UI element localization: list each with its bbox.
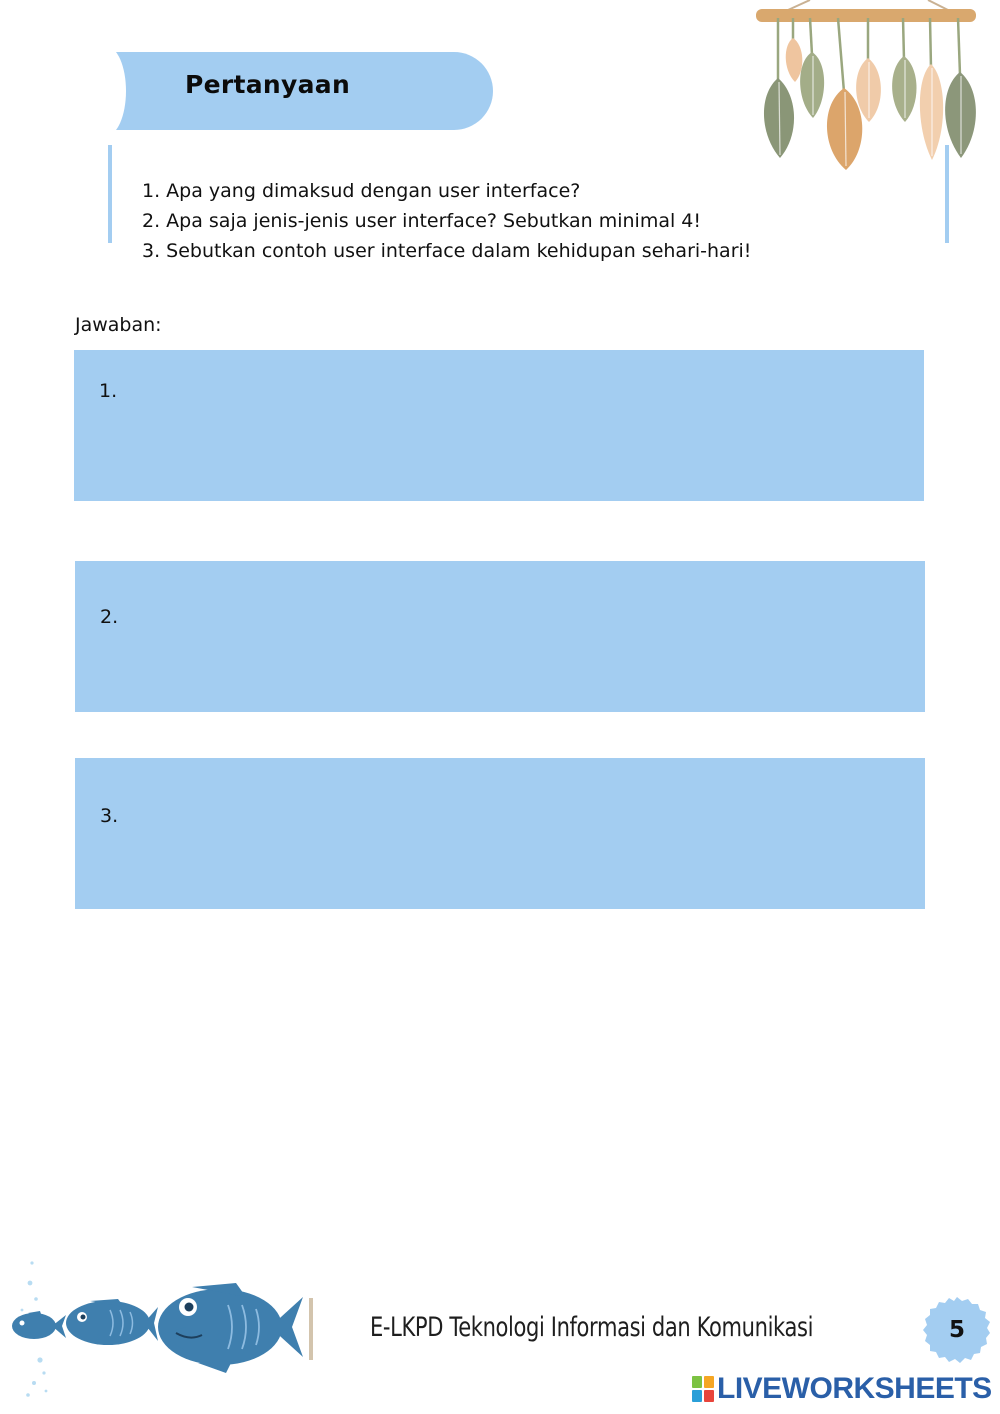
right-accent-bar <box>945 145 949 243</box>
left-accent-bar <box>108 145 112 243</box>
question-item: 2. Apa saja jenis-jenis user interface? Sebutkan minimal 4! <box>142 210 702 232</box>
footer-title: E-LKPD Teknologi Informasi dan Komunikasi <box>370 1312 814 1343</box>
liveworksheets-logo-icon <box>692 1376 714 1402</box>
section-title-banner <box>108 52 493 130</box>
question-item: 3. Sebutkan contoh user interface dalam kehidupan sehari-hari! <box>142 240 752 262</box>
answer-box-1[interactable] <box>74 350 924 501</box>
question-list <box>142 176 751 266</box>
fish-illustration <box>0 1255 305 1405</box>
answer-number: 2. <box>100 606 119 628</box>
question-item: 1. Apa yang dimaksud dengan user interface? <box>142 180 581 202</box>
page-number: 5 <box>948 1317 965 1343</box>
footer-divider <box>309 1298 313 1360</box>
answer-number: 3. <box>100 805 119 827</box>
answer-box-2[interactable] <box>75 561 925 712</box>
answer-number: 1. <box>99 380 118 402</box>
liveworksheets-brand: LIVEWORKSHEETS <box>717 1372 992 1405</box>
liveworksheets-logo[interactable] <box>692 1372 992 1406</box>
answers-label: Jawaban: <box>75 314 162 336</box>
page-title: Pertanyaan <box>185 70 351 99</box>
answer-box-3[interactable] <box>75 758 925 909</box>
page-number-badge <box>923 1296 991 1364</box>
